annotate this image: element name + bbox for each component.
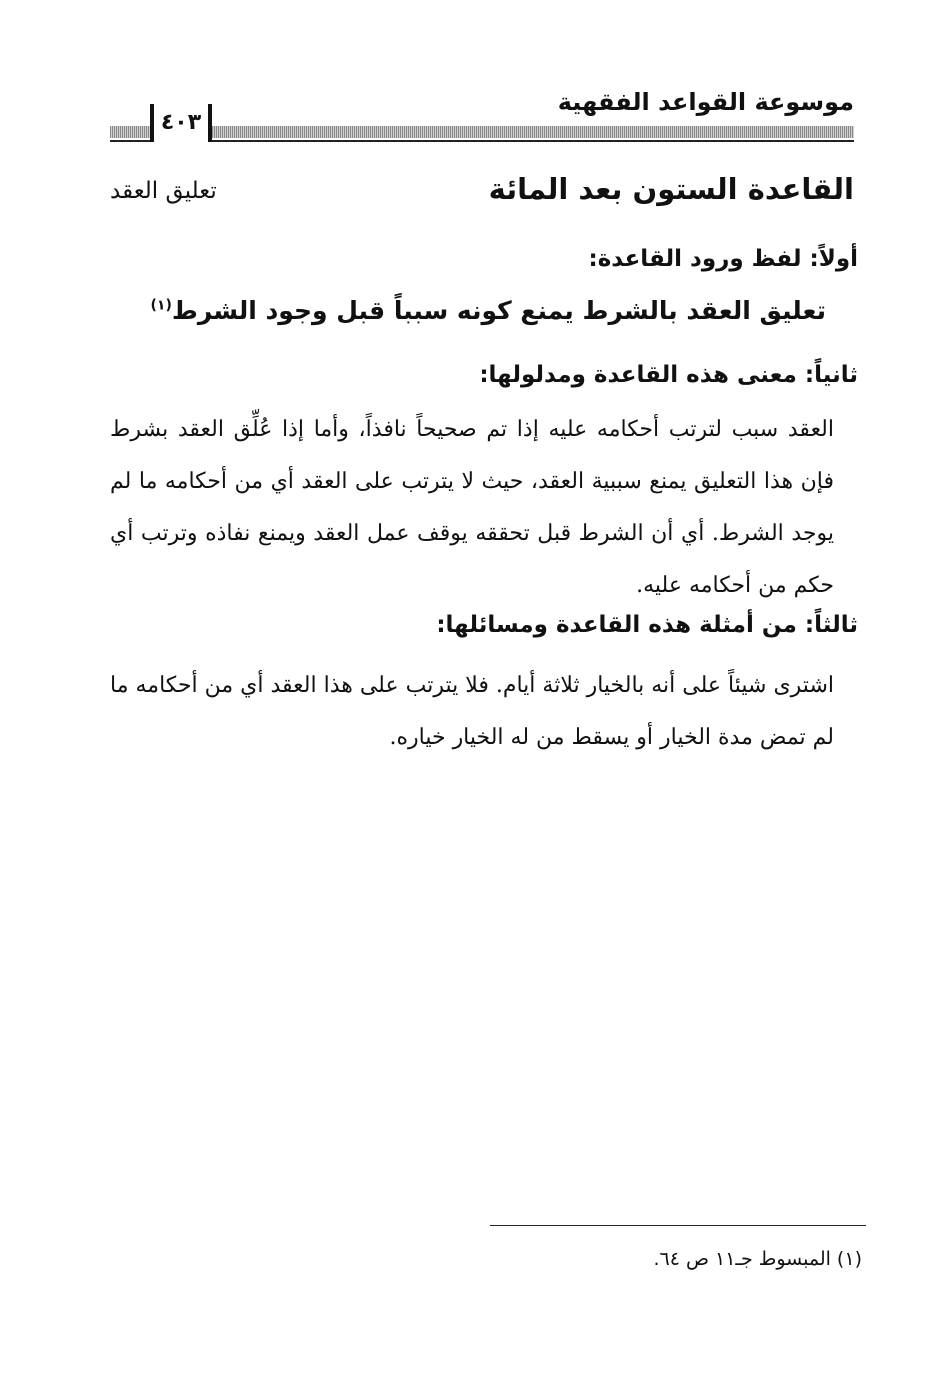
header-rule [110,140,854,142]
footnote-separator [490,1225,866,1226]
header-ornament-band [110,126,854,138]
page-number: ٤٠٣ [150,104,212,142]
rule-name: تعليق العقد [110,178,217,204]
examples-paragraph: اشترى شيئاً على أنه بالخيار ثلاثة أيام. فلا يترتب على هذا العقد أي من أحكامه ما لم تمض مدة الخيار أو يسقط من له الخيار خياره. [110,673,834,750]
section-heading-meaning: ثانياً: معنى هذه القاعدة ومدلولها: [479,362,858,388]
rule-title: القاعدة الستون بعد المائة [488,172,854,206]
running-header-title: موسوعة القواعد الفقهية [557,88,854,116]
rule-statement-text: تعليق العقد بالشرط يمنع كونه سبباً قبل وجود الشرط [171,296,826,325]
rule-statement [151,296,827,325]
footnote-reference: (١) [150,297,172,314]
meaning-paragraph: العقد سبب لترتب أحكامه عليه إذا تم صحيحاً نافذاً، وأما إذا عُلِّق العقد بشرط فإن هذا التعليق يمنع سببية العقد، حيث لا يترتب على العقد أي من أحكامه ما لم يوجد الشرط. أي أن الشرط قبل تحققه يوقف عمل العقد ويمنع نفاذه وترتب أي حكم من أحكامه عليه. [110,417,834,598]
footnote-text: (١) المبسوط جـ١١ ص ٦٤. [653,1248,862,1270]
section-heading-examples: ثالثاً: من أمثلة هذه القاعدة ومسائلها: [436,612,858,638]
section-heading-wording: أولاً: لفظ ورود القاعدة: [588,246,858,272]
